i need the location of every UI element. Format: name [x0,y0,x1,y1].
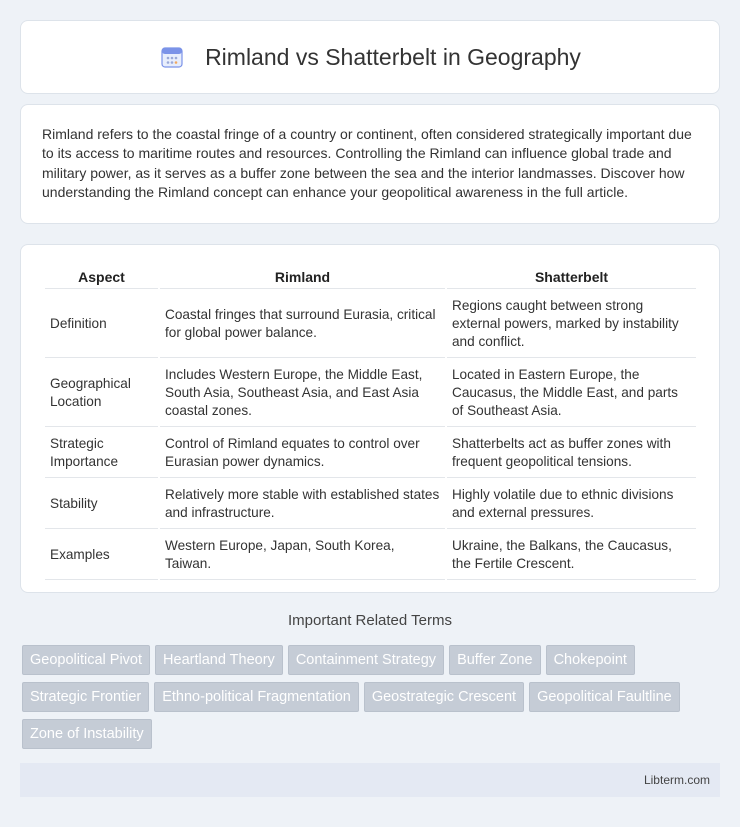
table-row [45,360,696,427]
comparison-table [43,265,698,582]
table-cell: Strategic Importance [45,429,158,478]
comparison-table-card [20,244,720,593]
related-term-tag[interactable]: Heartland Theory [155,645,283,675]
table-cell: Relatively more stable with established states and infrastructure. [160,480,445,529]
table-row [45,480,696,529]
table-cell: Examples [45,531,158,580]
related-term-tag[interactable]: Geostrategic Crescent [364,682,524,712]
related-term-tag[interactable]: Geopolitical Pivot [22,645,150,675]
table-row [45,429,696,478]
table-cell: Includes Western Europe, the Middle East, South Asia, Southeast Asia, and East Asia coastal zones. [160,360,445,427]
footer [20,763,720,797]
table-cell: Located in Eastern Europe, the Caucasus, the Middle East, and parts of Southeast Asia. [447,360,696,427]
related-term-tag[interactable]: Buffer Zone [449,645,541,675]
table-cell: Western Europe, Japan, South Korea, Taiwan. [160,531,445,580]
column-header: Shatterbelt [447,267,696,289]
related-term-tag[interactable]: Geopolitical Faultline [529,682,680,712]
calendar-icon [159,44,185,70]
table-cell: Coastal fringes that surround Eurasia, critical for global power balance. [160,291,445,358]
table-cell: Shatterbelts act as buffer zones with frequent geopolitical tensions. [447,429,696,478]
related-terms-title: Important Related Terms [288,612,452,629]
related-term-tag[interactable]: Zone of Instability [22,719,152,749]
table-cell: Control of Rimland equates to control over Eurasian power dynamics. [160,429,445,478]
table-cell: Stability [45,480,158,529]
related-terms-list [22,645,722,756]
table-cell: Regions caught between strong external powers, marked by instability and conflict. [447,291,696,358]
table-cell: Ukraine, the Balkans, the Caucasus, the Fertile Crescent. [447,531,696,580]
column-header: Aspect [45,267,158,289]
page-header [20,20,720,94]
table-header-row [45,267,696,289]
table-cell: Geographical Location [45,360,158,427]
intro-text: Rimland refers to the coastal fringe of a country or continent, often considered strategically important due to its access to maritime routes and resources. Controlling the Rimland can influence global trade and military power, as it serves as a buffer zone between the sea and the interior landmasses. Discover how understanding the Rimland concept can enhance your geopolitical awareness in the full article. [42,126,692,201]
intro-section [20,104,720,224]
page-title: Rimland vs Shatterbelt in Geography [205,43,581,70]
related-term-tag[interactable]: Strategic Frontier [22,682,149,712]
table-cell: Highly volatile due to ethnic divisions and external pressures. [447,480,696,529]
related-term-tag[interactable]: Ethno-political Fragmentation [154,682,359,712]
table-row [45,291,696,358]
related-term-tag[interactable]: Containment Strategy [288,645,444,675]
column-header: Rimland [160,267,445,289]
table-row [45,531,696,580]
related-term-tag[interactable]: Chokepoint [546,645,635,675]
table-cell: Definition [45,291,158,358]
footer-site-link[interactable]: Libterm.com [643,773,710,787]
